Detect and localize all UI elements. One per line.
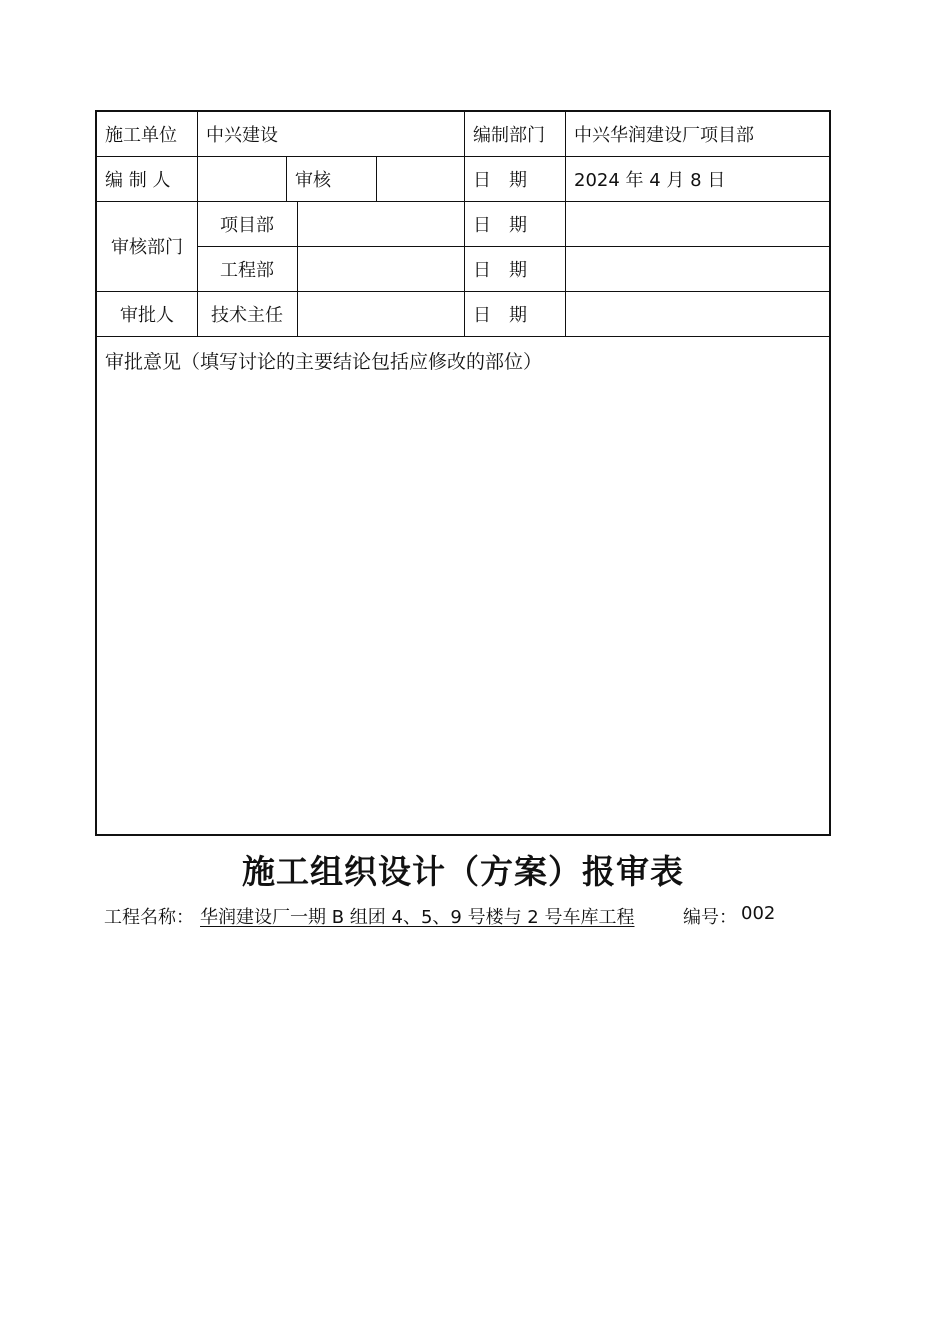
document-title: 施工组织设计（方案）报审表 — [242, 852, 684, 891]
project-name-value: 华润建设厂一期 B 组团 4、5、9 号楼与 2 号车库工程 — [200, 907, 635, 928]
approver-date-label: 日 期 — [473, 305, 527, 326]
col-divider — [464, 112, 465, 336]
row-divider — [97, 291, 829, 292]
project-dept-label: 项目部 — [220, 215, 274, 236]
date-value[interactable]: 2024 年 4 月 8 日 — [574, 170, 726, 191]
engineering-date-label: 日 期 — [473, 260, 527, 281]
compiling-dept-label: 编制部门 — [473, 125, 545, 146]
row-divider — [97, 336, 829, 337]
approver-role: 技术主任 — [211, 305, 283, 326]
row-divider — [197, 246, 829, 247]
col-divider — [297, 201, 298, 336]
compiling-dept-value[interactable]: 中兴华润建设厂项目部 — [574, 125, 754, 146]
construction-unit-label: 施工单位 — [105, 125, 177, 146]
approval-form-table — [95, 110, 831, 836]
engineering-dept-label: 工程部 — [220, 260, 274, 281]
document-number-value: 002 — [741, 903, 776, 924]
project-name-label: 工程名称： — [104, 907, 194, 928]
col-divider — [565, 112, 566, 336]
approval-opinion-field[interactable] — [105, 386, 817, 816]
construction-unit-value[interactable]: 中兴建设 — [206, 125, 278, 146]
row-divider — [97, 201, 829, 202]
col-divider — [286, 156, 287, 201]
approver-label: 审批人 — [120, 305, 174, 326]
row-divider — [97, 156, 829, 157]
date-label: 日 期 — [473, 170, 527, 191]
project-date-label: 日 期 — [473, 215, 527, 236]
approval-opinion-label: 审批意见（填写讨论的主要结论包括应修改的部位） — [105, 351, 543, 373]
review-dept-label: 审核部门 — [111, 237, 183, 258]
document-number-label: 编号： — [683, 907, 737, 928]
reviewer-label: 审核 — [295, 170, 331, 191]
col-divider — [376, 156, 377, 201]
author-label: 编 制 人 — [105, 170, 171, 191]
